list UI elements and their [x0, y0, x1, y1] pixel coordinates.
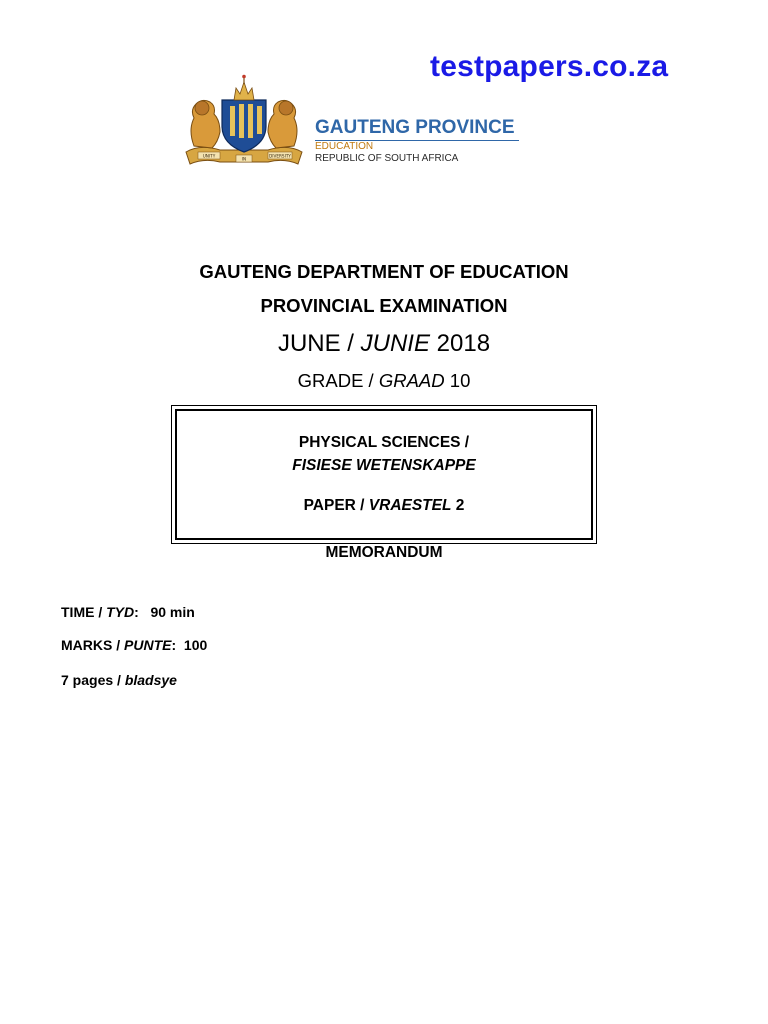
subject-english: PHYSICAL SCIENCES / — [298, 434, 470, 451]
time-line: TIME / TYD: 90 min — [61, 604, 195, 620]
motto-middle: IN — [241, 156, 247, 162]
time-value: 90 min — [150, 604, 195, 620]
province-name: GAUTENG PROVINCE — [315, 117, 515, 138]
pages-line — [61, 672, 177, 688]
grade-en: GRADE / — [297, 370, 374, 391]
session-en: JUNE / — [277, 330, 354, 357]
pages-en: 7 pages / — [61, 672, 121, 688]
pages-af: bladsye — [124, 672, 177, 688]
province-education: EDUCATION — [315, 141, 374, 152]
paper-number: 2 — [455, 497, 465, 514]
motto-left: UNITY — [202, 153, 216, 159]
grade-line — [0, 370, 768, 392]
memorandum-label: MEMORANDUM — [325, 544, 443, 561]
paper-af: VRAESTEL — [368, 497, 452, 514]
session-af: JUNIE — [360, 330, 430, 357]
time-af: TYD — [106, 604, 135, 620]
paper-en: PAPER / — [303, 497, 365, 514]
coat-of-arms-logo — [180, 74, 308, 170]
time-en: TIME / — [61, 604, 103, 620]
province-country: REPUBLIC OF SOUTH AFRICA — [315, 153, 459, 164]
marks-en: MARKS / — [61, 637, 121, 653]
marks-line: MARKS / PUNTE: 100 — [61, 637, 208, 653]
department-title: GAUTENG DEPARTMENT OF EDUCATION — [199, 261, 569, 282]
subject-afrikaans: FISIESE WETENSKAPPE — [292, 457, 476, 474]
paper-line — [0, 497, 768, 515]
grade-af: GRAAD — [378, 370, 445, 391]
exam-title: PROVINCIAL EXAMINATION — [260, 295, 508, 316]
exam-session — [0, 330, 768, 358]
session-year: 2018 — [436, 330, 491, 357]
grade-number: 10 — [449, 370, 471, 391]
watermark-link[interactable]: testpapers.co.za — [430, 50, 669, 83]
marks-af: PUNTE — [124, 637, 172, 653]
marks-value: 100 — [183, 637, 208, 653]
motto-right: DIVERSITY — [269, 153, 291, 159]
